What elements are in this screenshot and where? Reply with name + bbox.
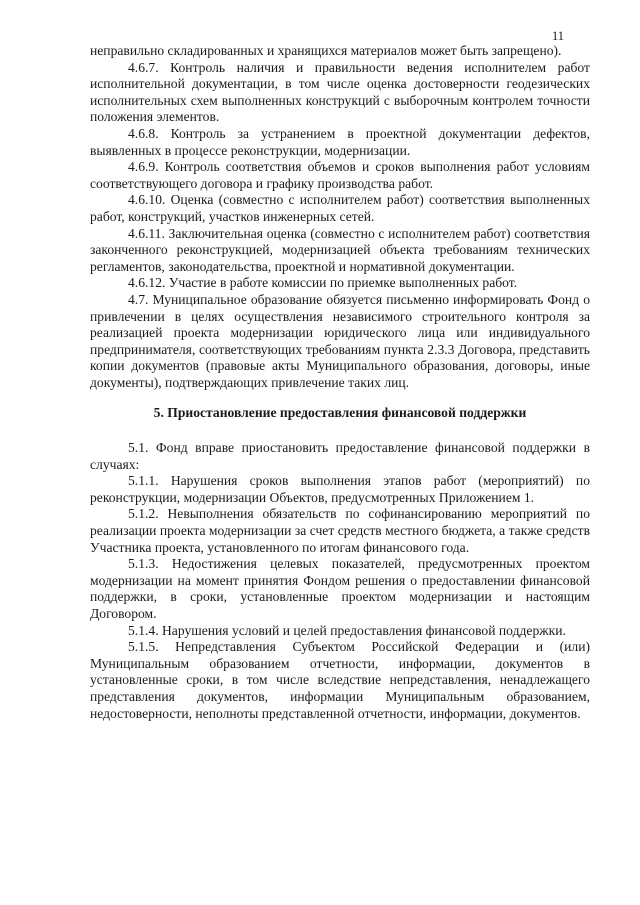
paragraph-4-7: 4.7. Муниципальное образование обязуется письменно информировать Фонд о привлечении в целях осуществления независимого строительного контроля за реализацией проекта модернизации юридического лица или индивидуального предпринимателя, соответствующих требованиям пункта 2.3.3 Договора, представить копии документов (правовые акты Муниципального образования, договоры, иные документы), подтверждающих привлечение таких лиц. [90,291,590,390]
page-number: 11 [551,29,564,43]
paragraph-4-6-10: 4.6.10. Оценка (совместно с исполнителем работ) соответствия выполненных работ, конструкций, участков инженерных сетей. [90,192,590,224]
paragraph-continuation: неправильно складированных и хранящихся материалов может быть запрещено). [90,43,562,58]
paragraph-5-1-4: 5.1.4. Нарушения условий и целей предоставления финансовой поддержки. [128,622,566,638]
paragraph-4-6-7: 4.6.7. Контроль наличия и правильности ведения исполнителем работ исполнительной документации, в том числе оценка достоверности геодезических исполнительных схем выполненных конструкций с выборочным контролем точности положения элементов. [90,59,590,125]
paragraph-5-1-2: 5.1.2. Невыполнения обязательств по софинансированию мероприятий по реализации проекта модернизации за счет средств местного бюджета, а также средств Участника проекта, установленного по итогам финансового года. [90,506,590,555]
paragraph-4-6-12: 4.6.12. Участие в работе комиссии по приемке выполненных работ. [128,275,518,291]
section-title: 5. Приостановление предоставления финансовой поддержки [153,405,527,421]
paragraph-5-1-5: 5.1.5. Непредставления Субъектом Российской Федерации и (или) Муниципальным образованием отчетности, информации, документов в установленные сроки, в том числе вследствие непредставления, ненадлежащего представления документов, информации Муниципальным образованием, недостоверности, неполноты представленной отчетности, информации, документов. [90,639,590,721]
paragraph-5-1-3: 5.1.3. Недостижения целевых показателей, предусмотренных проектом модернизации на момент принятия Фондом решения о предоставлении финансовой поддержки, в сроки, установленные проектом модернизации и настоящим Договором. [90,556,590,621]
paragraph-4-6-9: 4.6.9. Контроль соответствия объемов и сроков выполнения работ условиям соответствующего договора и графику производства работ. [90,159,590,191]
page-content [90,43,590,722]
paragraph-5-1: 5.1. Фонд вправе приостановить предоставление финансовой поддержки в случаях: [90,440,590,472]
paragraph-4-6-11: 4.6.11. Заключительная оценка (совместно с исполнителем работ) соответствия законченного реконструкцией, модернизацией объекта требованиям технических регламентов, законодательства, проектной и нормативной документации. [90,225,590,274]
paragraph-5-1-1: 5.1.1. Нарушения сроков выполнения этапов работ (мероприятий) по реконструкции, модернизации Объектов, предусмотренных Приложением 1. [90,473,590,505]
paragraph-4-6-8: 4.6.8. Контроль за устранением в проектной документации дефектов, выявленных в процессе реконструкции, модернизации. [90,125,590,158]
